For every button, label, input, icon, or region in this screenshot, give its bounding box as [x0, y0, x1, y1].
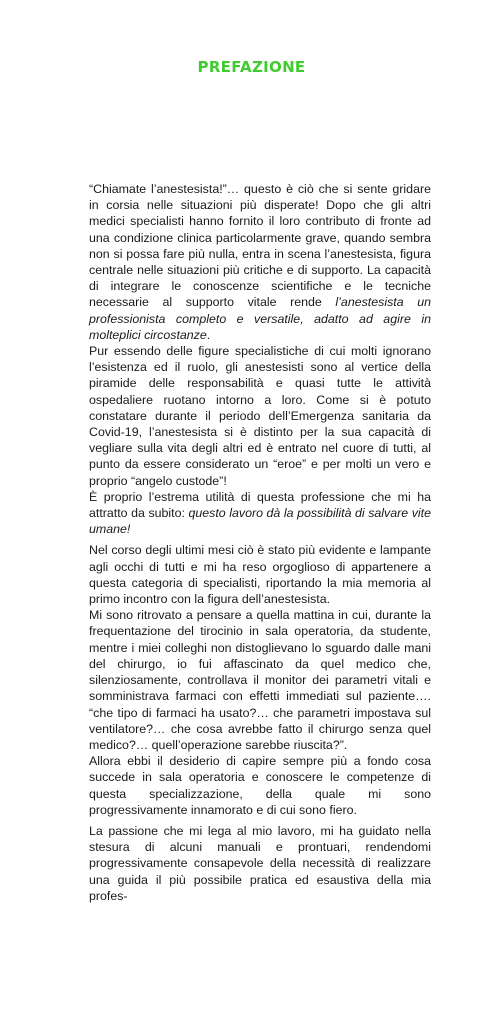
paragraph-text: Pur essendo delle figure specialistiche di cui molti ignorano l’esistenza ed il ruolo, gli anestesisti sono al vertice della piramide delle responsabilità e quasi tutte le attività ospedaliere ruotano intorno a loro. Come si è potuto constatare durante il periodo dell’Emergenza sanitaria da Covid-19, l’anestesista si è distinto per la sua capacità di vegliare sulla vita degli altri ed è entrato nel cuore di tutti, al punto da essere considerato un “eroe” e per molti un vero e proprio “angelo custode”!	[89, 344, 431, 488]
paragraph-text: È proprio l’estrema utilità di questa professione che mi ha attratto da subito:	[89, 489, 431, 521]
paragraph-text: .	[206, 327, 211, 342]
paragraph-emphasis: l’anestesista un professionista completo e versatile, adatto ad agire in molteplici circostanze	[89, 295, 431, 342]
paragraph	[89, 753, 431, 818]
paragraph	[89, 542, 431, 607]
paragraph-text: Nel corso degli ultimi mesi ciò è stato più evidente e lampante agli occhi di tutti e mi ha reso orgoglioso di appartenere a questa categoria di specialisti, riportando la mia memoria al primo incontro con la figura dell’anestesista.	[89, 543, 431, 607]
paragraph	[89, 343, 431, 489]
paragraph-text: La passione che mi lega al mio lavoro, mi ha guidato nella stesura di alcuni manuali e prontuari, rendendomi progressivamente consapevole della necessità di realizzare una guida il più possibile pratica ed esaustiva della mia profes-	[89, 823, 431, 903]
paragraph-text: “Chiamate l’anestesista!”… questo è ciò che si sente gridare in corsia nelle situazioni più disperate! Dopo che gli altri medici specialisti hanno fornito il loro contributo di fronte ad una condizione clinica particolarmente grave, quando sembra non si possa fare più nulla, entra in scena l’anestesista, figura centrale nelle situazioni più critiche e di supporto. La capacità di integrare le conoscenze scientifiche e le tecniche necessarie al supporto vitale rende	[89, 182, 431, 310]
paragraph	[89, 489, 431, 538]
paragraph-text: Mi sono ritrovato a pensare a quella mattina in cui, durante la frequentazione del tirocinio in sala operatoria, da studente, mentre i miei colleghi non distoglievano lo sguardo dalle mani del chirurgo, io fui affascinato da quel medico che, silenziosamente, controllava il monitor dei parametri vitali e somministrava farmaci con effetti immediati sul paziente…. “che tipo di farmaci ha usato?… che parametri impostava sul ventilatore?… che cosa avrebbe fatto il chirurgo senza quel medico?… quell’operazione sarebbe riuscita?”.	[89, 608, 431, 752]
paragraph	[89, 181, 431, 343]
paragraph-emphasis: questo lavoro dà la possibilità di salvare vite umane!	[89, 506, 431, 537]
paragraph	[89, 607, 431, 753]
body-text	[89, 181, 431, 904]
paragraph-text: Allora ebbi il desiderio di capire sempre più a fondo cosa succede in sala operatoria e conoscere le competenze di questa specializzazione, della quale mi sono progressivamente innamorato e di cui sono fiero.	[89, 754, 431, 817]
page-title: PREFAZIONE	[197, 58, 306, 76]
paragraph	[89, 823, 431, 904]
